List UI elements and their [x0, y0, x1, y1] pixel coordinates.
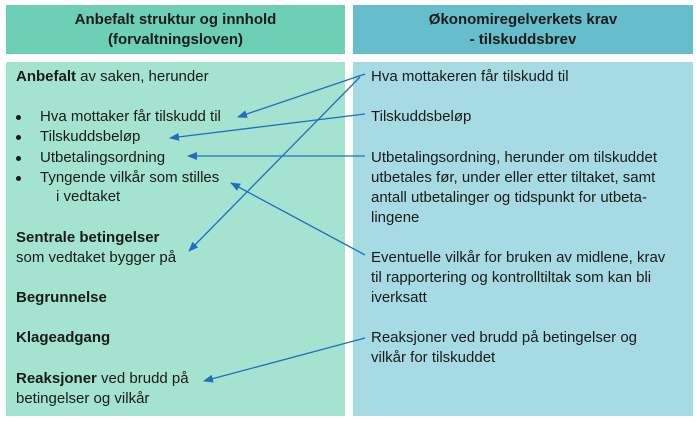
bullet-utbetalingsordning: Utbetalingsordning [40, 149, 166, 166]
klageadgang-title: Klageadgang [16, 329, 111, 346]
arrow-to-hva-mottaker [238, 74, 365, 117]
reaksjoner-line2: betingelser og vilkår [16, 390, 150, 407]
arrow-to-reaksjoner [204, 338, 365, 381]
right-item-tilskuddsbelop: Tilskuddsbeløp [371, 108, 472, 125]
reaksjoner-rest1: ved brudd på [96, 370, 189, 387]
right-item-vilkar-line: til rapportering og kontrolltiltak som kan bli [371, 269, 652, 286]
sentrale-betingelser-title: Sentrale betingelser [16, 229, 160, 246]
right-header-line1: Økonomiregelverkets krav [428, 10, 618, 28]
arrow-to-tilskuddsbelop [170, 114, 365, 138]
bullet-hva-mottaker: Hva mottaker får tilskudd til [40, 108, 221, 125]
arrow-to-sentrale-betingelser [189, 77, 360, 251]
right-header-line2: - tilskuddsbrev [469, 30, 577, 48]
bullet-tilskuddsbelop: Tilskuddsbeløp [40, 128, 141, 145]
right-item-utbetalingsordning-line: Utbetalingsordning, herunder om tilskuddet [371, 149, 658, 166]
right-item-hva-mottakeren: Hva mottakeren får tilskudd til [371, 68, 569, 85]
begrunnelse-title: Begrunnelse [16, 289, 107, 306]
right-item-utbetalingsordning-line: lingene [371, 209, 420, 226]
left-header-line2: (forvaltningsloven) [107, 30, 243, 48]
bullet-tyngende-vilkar: Tyngende vilkår som stilles [40, 169, 220, 186]
right-item-reaksjoner-line: vilkår for tilskuddet [371, 349, 496, 366]
right-item-utbetalingsordning-line: antall utbetalinger og tidspunkt for utbeta- [371, 189, 648, 206]
right-item-vilkar-line: iverksatt [371, 289, 427, 306]
reaksjoner-bold: Reaksjoner [16, 370, 97, 387]
anbefalt-bold: Anbefalt [16, 68, 76, 85]
anbefalt-rest: av saken, herunder [76, 68, 209, 85]
right-item-reaksjoner-line: Reaksjoner ved brudd på betingelser og [371, 329, 638, 346]
bullet-tyngende-vilkar-cont: i vedtaket [56, 188, 121, 205]
right-item-utbetalingsordning-line: utbetales før, under eller etter tiltaket, samt [371, 169, 656, 186]
arrow-to-tyngende-vilkar [231, 183, 365, 255]
left-header-line1: Anbefalt struktur og innhold [74, 10, 277, 28]
sentrale-betingelser-sub: som vedtaket bygger på [16, 249, 177, 266]
right-item-vilkar-line: Eventuelle vilkår for bruken av midlene, krav [371, 249, 666, 266]
